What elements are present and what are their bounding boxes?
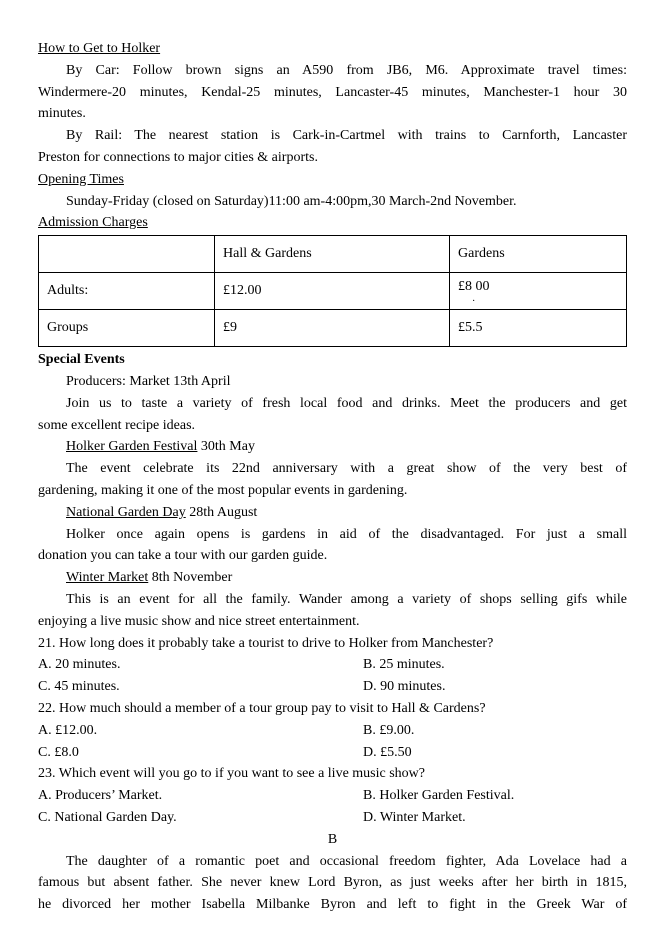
option-row	[38, 654, 627, 676]
events-heading: Special Events	[38, 352, 125, 368]
question-stem: 21. How long does it probably take a tourist to drive to Holker from Manchester?	[38, 635, 494, 651]
event-date: 28th August	[185, 504, 258, 520]
opening-text: Sunday-Friday (closed on Saturday)11:00 am-4:00pm,30 March-2nd November.	[66, 193, 517, 209]
event-name: National Garden Day	[66, 504, 186, 520]
document-page	[38, 38, 627, 916]
table-header-row	[39, 236, 627, 273]
answer-option[interactable]: C. 45 minutes.	[38, 679, 120, 695]
event-line: donation you can take a tour with our garden guide.	[38, 548, 328, 564]
answer-option[interactable]: B. 25 minutes.	[363, 657, 445, 673]
admission-heading: Admission Charges	[38, 215, 148, 231]
question-stem: 23. Which event will you go to if you want to see a live music show?	[38, 766, 426, 782]
answer-option[interactable]: C. National Garden Day.	[38, 809, 177, 825]
event-title	[38, 371, 627, 393]
table-cell: Adults:	[39, 273, 215, 310]
event-name: Winter Market	[66, 570, 149, 586]
table-cell	[450, 273, 627, 310]
passage-line: The daughter of a romantic poet and occasional freedom fighter, Ada Lovelace had a	[66, 853, 627, 869]
answer-option[interactable]: A. £12.00.	[38, 722, 98, 738]
table-cell: £5.5	[450, 310, 627, 347]
answer-option[interactable]: A. 20 minutes.	[38, 657, 121, 673]
passage-line: famous but absent father. She never knew Lord Byron, as just weeks after her birth in 1815,	[38, 875, 627, 891]
event-name: Holker Garden Festival	[66, 439, 198, 455]
table-cell-text: £8 00	[458, 279, 490, 295]
answer-option[interactable]: D. £5.50	[363, 744, 412, 760]
answer-option[interactable]: B. £9.00.	[363, 722, 415, 738]
table-cell: Hall & Gardens	[215, 236, 450, 273]
table-cell: £9	[215, 310, 450, 347]
admission-table	[38, 235, 627, 347]
car-line: By Car: Follow brown signs an A590 from JB6, M6. Approximate travel times:	[66, 62, 627, 78]
answer-option[interactable]: A. Producers’ Market.	[38, 788, 163, 804]
option-row	[38, 807, 627, 829]
table-cell	[39, 236, 215, 273]
event-line: The event celebrate its 22nd anniversary with a great show of the very best of	[66, 461, 627, 477]
answer-option[interactable]: D. Winter Market.	[363, 809, 466, 825]
event-title	[38, 502, 627, 524]
passage-line: he divorced her mother Isabella Milbanke Byron and left to fight in the Greek War of	[38, 897, 627, 913]
event-date: 8th November	[148, 570, 233, 586]
opening-heading: Opening Times	[38, 171, 124, 187]
car-line: minutes.	[38, 106, 86, 122]
answer-option[interactable]: B. Holker Garden Festival.	[363, 788, 515, 804]
directions-heading: How to Get to Holker	[38, 41, 161, 56]
table-row	[39, 273, 627, 310]
option-row	[38, 720, 627, 742]
table-cell: Groups	[39, 310, 215, 347]
answer-option[interactable]: D. 90 minutes.	[363, 679, 446, 695]
event-name: Producers: Market 13th April	[66, 373, 231, 389]
event-line: Join us to taste a variety of fresh local food and drinks. Meet the producers and get	[66, 395, 627, 411]
table-cell: Gardens	[450, 236, 627, 273]
event-line: Holker once again opens is gardens in aid of the disadvantaged. For just a small	[66, 526, 627, 542]
table-row	[39, 310, 627, 347]
option-row	[38, 742, 627, 764]
event-line: This is an event for all the family. Wander among a variety of shops selling gifs while	[66, 591, 627, 607]
event-date: 30th May	[197, 439, 255, 455]
event-title	[38, 567, 627, 589]
table-cell: £12.00	[215, 273, 450, 310]
event-title	[38, 436, 627, 458]
rail-line: By Rail: The nearest station is Cark-in-Cartmel with trains to Carnforth, Lancaster	[66, 128, 627, 144]
stray-dot: ·	[472, 296, 476, 308]
event-line: some excellent recipe ideas.	[38, 417, 196, 433]
rail-line: Preston for connections to major cities & airports.	[38, 149, 318, 165]
car-line: Windermere-20 minutes, Kendal-25 minutes, Lancaster-45 minutes, Manchester-1 hour 30	[38, 84, 627, 100]
event-line: enjoying a live music show and nice street entertainment.	[38, 613, 360, 629]
passage-label: B	[327, 831, 338, 847]
answer-option[interactable]: C. £8.0	[38, 744, 79, 760]
question-stem: 22. How much should a member of a tour group pay to visit to Hall & Cardens?	[38, 700, 486, 716]
event-line: gardening, making it one of the most popular events in gardening.	[38, 482, 408, 498]
option-row	[38, 676, 627, 698]
option-row	[38, 785, 627, 807]
